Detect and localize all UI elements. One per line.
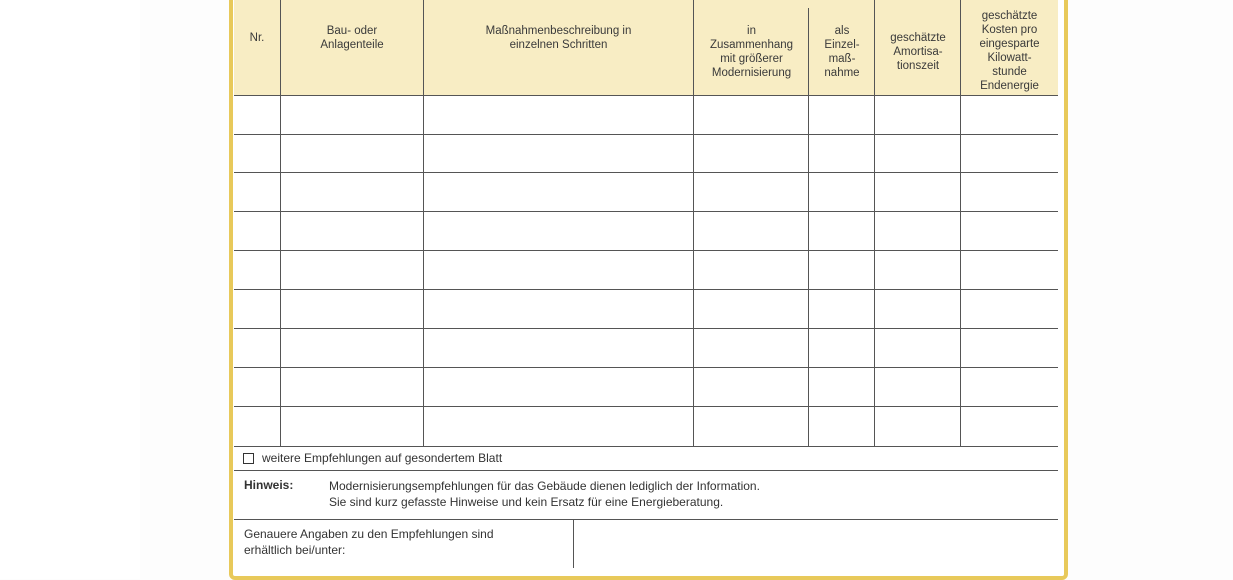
hint-text: Modernisierungsempfehlungen für das Gebäude dienen lediglich der Information. Sie sind kurz gefasste Hinweise und kein Ersatz für eine Energieberatung. (329, 479, 760, 509)
header-einzelmassnahme: als Einzel- maß- nahme (824, 25, 860, 79)
row-divider (234, 446, 1058, 447)
table-row[interactable] (234, 407, 1058, 446)
header-amortisation: geschätzte Amortisa- tionszeit (890, 32, 946, 72)
header-kosten: geschätzte Kosten pro eingesparte Kilowatt- stunde Endenergie (979, 10, 1040, 92)
details-label: Genauere Angaben zu den Empfehlungen sind erhältlich bei/unter: (244, 527, 494, 557)
column-divider (573, 520, 574, 568)
table-row[interactable] (234, 290, 1058, 328)
header-bauteile: Bau- oder Anlagenteile (320, 25, 384, 51)
further-recommendations-label: weitere Empfehlungen auf gesondertem Blatt (262, 451, 503, 465)
header-beschreibung: Maßnahmenbeschreibung in einzelnen Schritten (485, 25, 632, 51)
further-recommendations-checkbox[interactable] (243, 453, 254, 464)
details-input[interactable] (578, 522, 1056, 566)
table-row[interactable] (234, 135, 1058, 172)
hint-label: Hinweis: (244, 478, 294, 492)
table-row[interactable] (234, 368, 1058, 406)
header-nr: Nr. (249, 32, 265, 44)
page-margin (0, 0, 140, 579)
table-row[interactable] (234, 212, 1058, 250)
table-row[interactable] (234, 251, 1058, 289)
table-row[interactable] (234, 173, 1058, 211)
row-divider (234, 470, 1058, 471)
header-zusammenhang: in Zusammenhang mit größerer Modernisierung (709, 25, 794, 79)
table-row[interactable] (234, 329, 1058, 367)
table-row[interactable] (234, 96, 1058, 134)
row-divider (234, 519, 1058, 520)
